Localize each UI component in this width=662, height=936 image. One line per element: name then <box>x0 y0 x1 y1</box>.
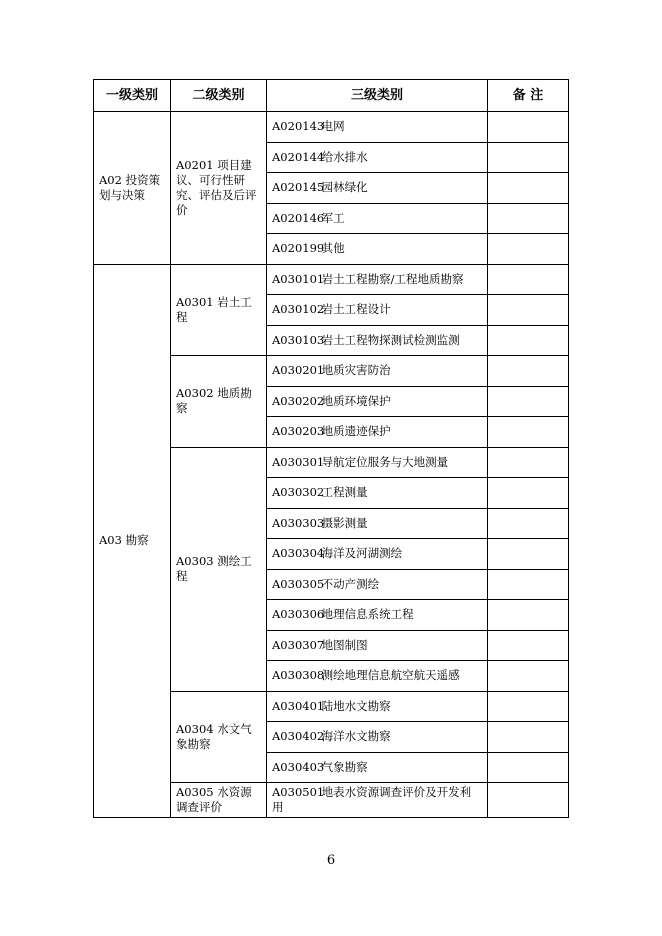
level3-code: A030103 <box>272 332 325 347</box>
level2-category: A0304 水文气象勘察 <box>171 691 267 783</box>
level3-name: 地质遗迹保护 <box>321 424 391 439</box>
level3-code: A030203 <box>272 424 325 439</box>
remarks-cell <box>488 752 569 783</box>
header-level3: 三级类别 <box>267 80 488 112</box>
level3-code: A030403 <box>272 759 325 774</box>
level3-category <box>267 142 488 173</box>
level3-category <box>267 783 488 818</box>
level1-category: A02 投资策划与决策 <box>94 112 171 265</box>
level3-category <box>267 386 488 417</box>
remarks-cell <box>488 600 569 631</box>
level3-code: A030303 <box>272 515 325 530</box>
remarks-cell <box>488 661 569 692</box>
remarks-cell <box>488 508 569 539</box>
level3-category <box>267 356 488 387</box>
level2-category: A0302 地质勘察 <box>171 356 267 448</box>
level3-category <box>267 417 488 448</box>
level3-code: A030308 <box>272 668 325 683</box>
level3-category <box>267 630 488 661</box>
level2-category: A0303 测绘工程 <box>171 447 267 691</box>
level3-name: 海洋水文勘察 <box>321 729 391 744</box>
level3-code: A030307 <box>272 637 325 652</box>
level3-name: 其他 <box>321 241 345 256</box>
level3-code: A030302 <box>272 485 325 500</box>
remarks-cell <box>488 356 569 387</box>
level3-name: 地质灾害防治 <box>321 363 391 378</box>
level3-category <box>267 478 488 509</box>
level2-category: A0305 水资源调查评价 <box>171 783 267 818</box>
header-remarks: 备 注 <box>488 80 569 112</box>
remarks-cell <box>488 173 569 204</box>
level3-category <box>267 234 488 265</box>
remarks-cell <box>488 722 569 753</box>
level3-name: 陆地水文勘察 <box>321 698 391 713</box>
level3-category <box>267 539 488 570</box>
remarks-cell <box>488 325 569 356</box>
level3-name: 岩土工程设计 <box>321 302 391 317</box>
level3-name: 工程测量 <box>321 485 368 500</box>
level3-name: 地图制图 <box>321 637 368 652</box>
level3-category <box>267 325 488 356</box>
remarks-cell <box>488 783 569 818</box>
level3-name: 电网 <box>321 119 345 134</box>
level3-category <box>267 752 488 783</box>
remarks-cell <box>488 569 569 600</box>
level3-category <box>267 264 488 295</box>
level3-code: A030402 <box>272 729 325 744</box>
level3-code: A030401 <box>272 698 325 713</box>
remarks-cell <box>488 264 569 295</box>
level3-name: 给水排水 <box>321 149 368 164</box>
table-row <box>94 112 569 143</box>
level3-name: 摄影测量 <box>321 515 368 530</box>
level3-name: 军工 <box>321 210 345 225</box>
level3-category <box>267 203 488 234</box>
level3-name: 海洋及河湖测绘 <box>321 546 403 561</box>
level3-category <box>267 569 488 600</box>
level3-code: A030301 <box>272 454 325 469</box>
level3-code: A030305 <box>272 576 325 591</box>
remarks-cell <box>488 203 569 234</box>
level3-code: A020144 <box>272 149 325 164</box>
level3-category <box>267 661 488 692</box>
level3-category <box>267 447 488 478</box>
remarks-cell <box>488 691 569 722</box>
header-level1: 一级类别 <box>94 80 171 112</box>
level3-code: A030304 <box>272 546 325 561</box>
level1-category: A03 勘察 <box>94 264 171 818</box>
level3-category <box>267 600 488 631</box>
remarks-cell <box>488 234 569 265</box>
remarks-cell <box>488 539 569 570</box>
level3-name: 岩土工程物探测试检测监测 <box>321 332 460 347</box>
remarks-cell <box>488 478 569 509</box>
level3-code: A020146 <box>272 210 325 225</box>
level3-name: 地表水资源调查评价及开发利用 <box>272 785 472 814</box>
level3-code: A030202 <box>272 393 325 408</box>
level3-code: A030306 <box>272 607 325 622</box>
level3-name: 测绘地理信息航空航天遥感 <box>321 668 460 683</box>
level3-category <box>267 173 488 204</box>
table-body <box>94 112 569 818</box>
level3-name: 地理信息系统工程 <box>321 607 414 622</box>
remarks-cell <box>488 386 569 417</box>
remarks-cell <box>488 447 569 478</box>
level3-code: A020145 <box>272 180 325 195</box>
level3-code: A030101 <box>272 271 325 286</box>
remarks-cell <box>488 112 569 143</box>
remarks-cell <box>488 295 569 326</box>
remarks-cell <box>488 142 569 173</box>
remarks-cell <box>488 630 569 661</box>
level3-category <box>267 112 488 143</box>
level3-code: A020199 <box>272 241 325 256</box>
level3-code: A030201 <box>272 363 325 378</box>
level3-code: A030102 <box>272 302 325 317</box>
level3-code: A030501 <box>272 785 325 799</box>
level3-name: 地质环境保护 <box>321 393 391 408</box>
level3-category <box>267 295 488 326</box>
table-row <box>94 264 569 295</box>
level3-code: A020143 <box>272 119 325 134</box>
remarks-cell <box>488 417 569 448</box>
level2-category: A0201 项目建议、可行性研究、评估及后评价 <box>171 112 267 265</box>
page-number: 6 <box>326 853 336 868</box>
level3-name: 园林绿化 <box>321 180 368 195</box>
level3-name: 导航定位服务与大地测量 <box>321 454 449 469</box>
level3-name: 岩土工程勘察/工程地质勘察 <box>321 271 464 286</box>
level3-name: 不动产测绘 <box>321 576 380 591</box>
level3-category <box>267 691 488 722</box>
level3-name: 气象勘察 <box>321 759 368 774</box>
table-header-row <box>94 80 569 112</box>
level3-category <box>267 722 488 753</box>
level3-category <box>267 508 488 539</box>
header-level2: 二级类别 <box>171 80 267 112</box>
category-table <box>93 79 569 818</box>
level2-category: A0301 岩土工程 <box>171 264 267 356</box>
